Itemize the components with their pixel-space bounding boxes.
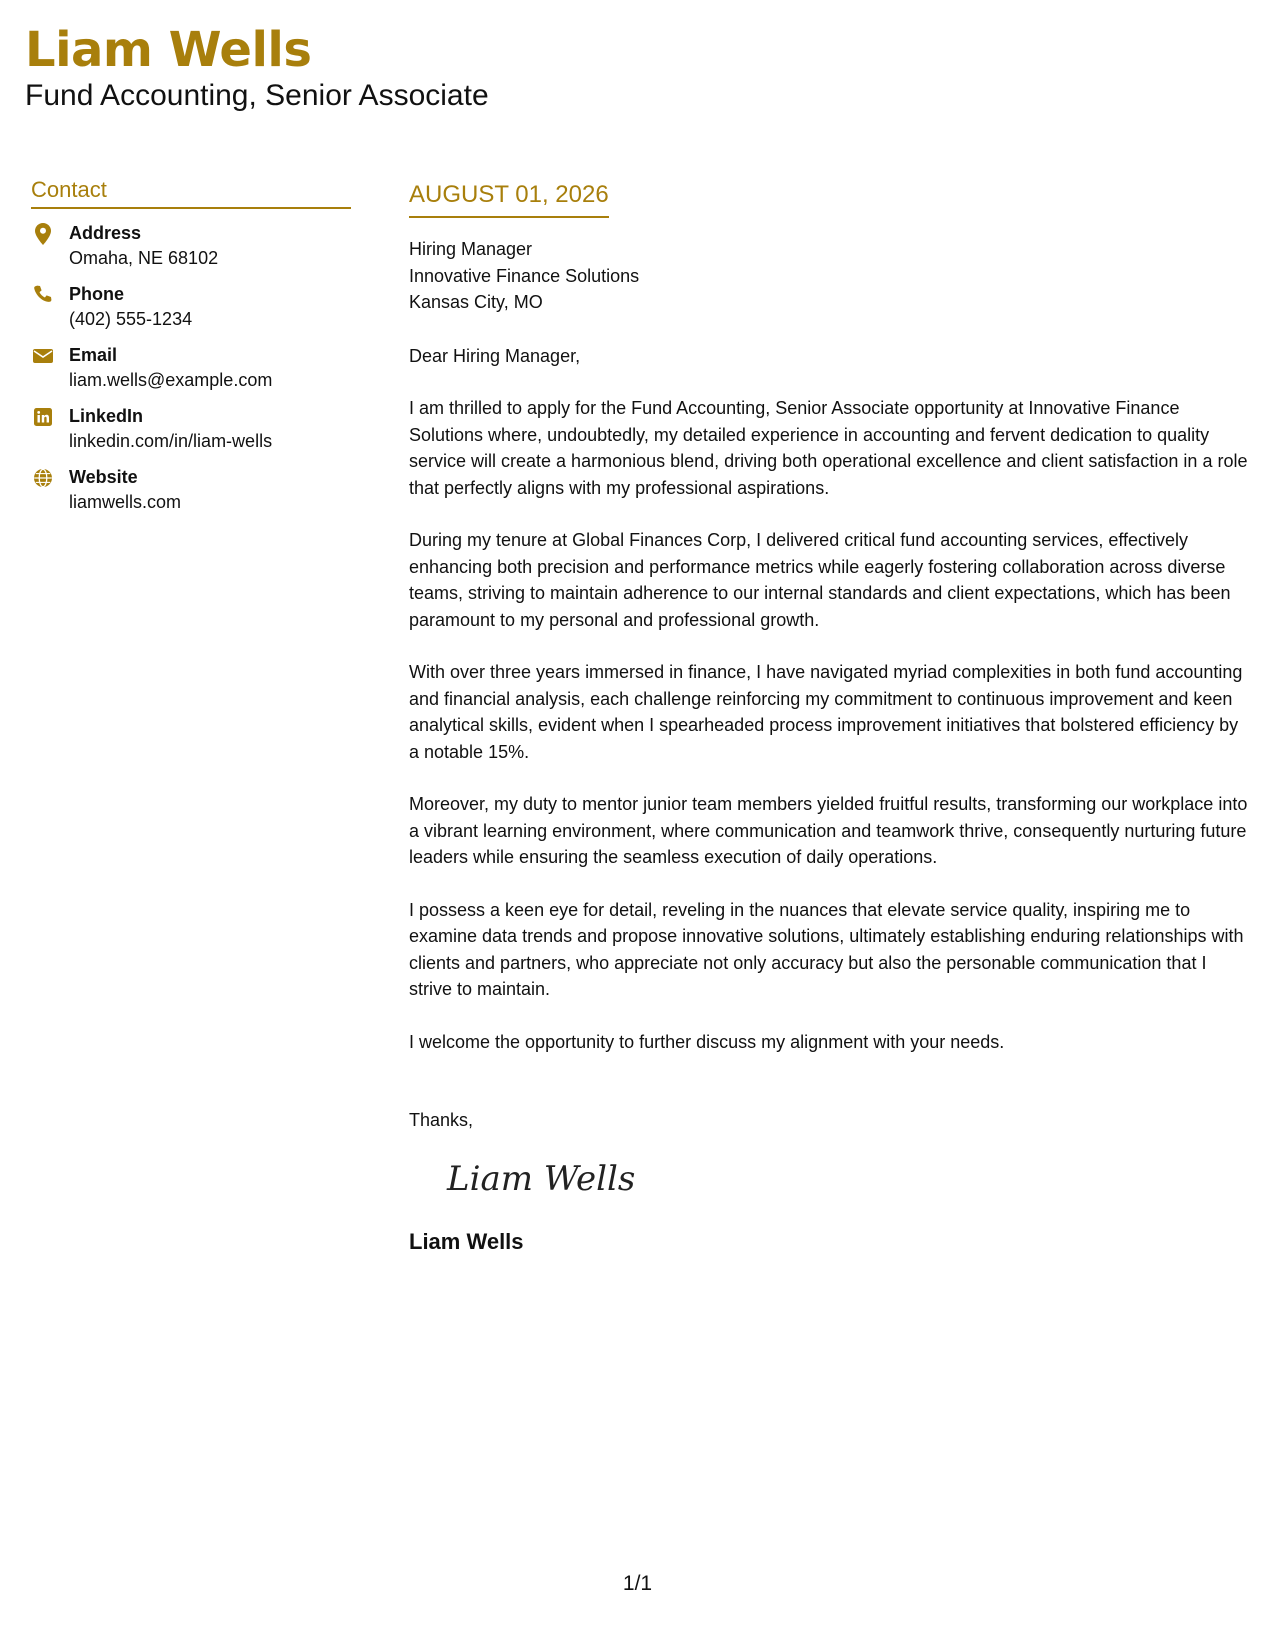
contact-sidebar <box>31 176 351 526</box>
letter-paragraph: I am thrilled to apply for the Fund Accounting, Senior Associate opportunity at Innovative Finance Solutions where, undoubtedly, my detailed experience in accounting and fervent dedication to quality service will create a harmonious blend, driving both operational excellence and client satisfaction in a role that perfectly aligns with my professional aspirations. <box>409 398 1248 498</box>
contact-value[interactable]: linkedin.com/in/liam-wells <box>69 431 273 451</box>
recipient-line: Kansas City, MO <box>409 292 543 312</box>
globe-icon <box>31 466 55 490</box>
contact-email <box>31 343 351 393</box>
letter-paragraph: I possess a keen eye for detail, reveling in the nuances that elevate service quality, inspiring me to examine data trends and propose innovative solutions, ultimately establishing enduring relationships with clients and partners, who appreciate not only accuracy but also the personable communication that I strive to maintain. <box>409 899 1244 999</box>
letter-date: AUGUST 01, 2026 <box>409 180 609 218</box>
letter-body <box>409 180 1249 1256</box>
salutation: Dear Hiring Manager, <box>409 345 581 366</box>
contact-value: (402) 555-1234 <box>69 309 193 329</box>
recipient-line: Innovative Finance Solutions <box>409 265 640 286</box>
contact-heading: Contact <box>31 176 351 209</box>
envelope-icon <box>31 344 55 368</box>
closing: Thanks, <box>409 1110 474 1130</box>
letter-paragraph: Moreover, my duty to mentor junior team members yielded fruitful results, transforming our workplace into a vibrant learning environment, where communication and teamwork thrive, consequently nurturing future leaders while ensuring the seamless execution of daily operations. <box>409 794 1248 867</box>
letter-paragraph: During my tenure at Global Finances Corp, I delivered critical fund accounting services, effectively enhancing both precision and performance metrics while eagerly fostering collaboration across diverse teams, striving to maintain adherence to our internal standards and client expectations, which has been paramount to my personal and professional growth. <box>409 530 1231 630</box>
contact-linkedin <box>31 404 351 454</box>
linkedin-icon <box>31 405 55 429</box>
page-number: 1/1 <box>622 1572 653 1595</box>
contact-value: Omaha, NE 68102 <box>69 248 219 268</box>
applicant-title: Fund Accounting, Senior Associate <box>25 79 489 112</box>
contact-label: Website <box>69 467 138 487</box>
letter-header <box>25 22 489 114</box>
recipient-block <box>409 236 1249 316</box>
handwritten-signature <box>445 1150 1249 1208</box>
contact-value[interactable]: liam.wells@example.com <box>69 370 273 390</box>
contact-website <box>31 465 351 515</box>
signature-image <box>445 1150 645 1208</box>
location-pin-icon <box>31 222 55 246</box>
signer-name: Liam Wells <box>409 1228 524 1254</box>
phone-icon <box>31 283 55 307</box>
contact-phone <box>31 282 351 332</box>
contact-label: Phone <box>69 284 125 304</box>
contact-address <box>31 221 351 271</box>
contact-label: LinkedIn <box>69 406 144 426</box>
contact-value[interactable]: liamwells.com <box>69 492 182 512</box>
recipient-line: Hiring Manager <box>409 239 533 259</box>
contact-label: Email <box>69 345 118 365</box>
signature-text: Liam Wells <box>447 1158 636 1199</box>
contact-label: Address <box>69 223 142 243</box>
letter-paragraph: With over three years immersed in finance, I have navigated myriad complexities in both fund accounting and financial analysis, each challenge reinforcing my commitment to continuous improvement and keen analytical skills, evident when I spearheaded process improvement initiatives that bolstered efficiency by a notable 15%. <box>409 662 1243 762</box>
applicant-name: Liam Wells <box>25 22 312 78</box>
letter-paragraph: I welcome the opportunity to further discuss my alignment with your needs. <box>409 1031 1005 1052</box>
